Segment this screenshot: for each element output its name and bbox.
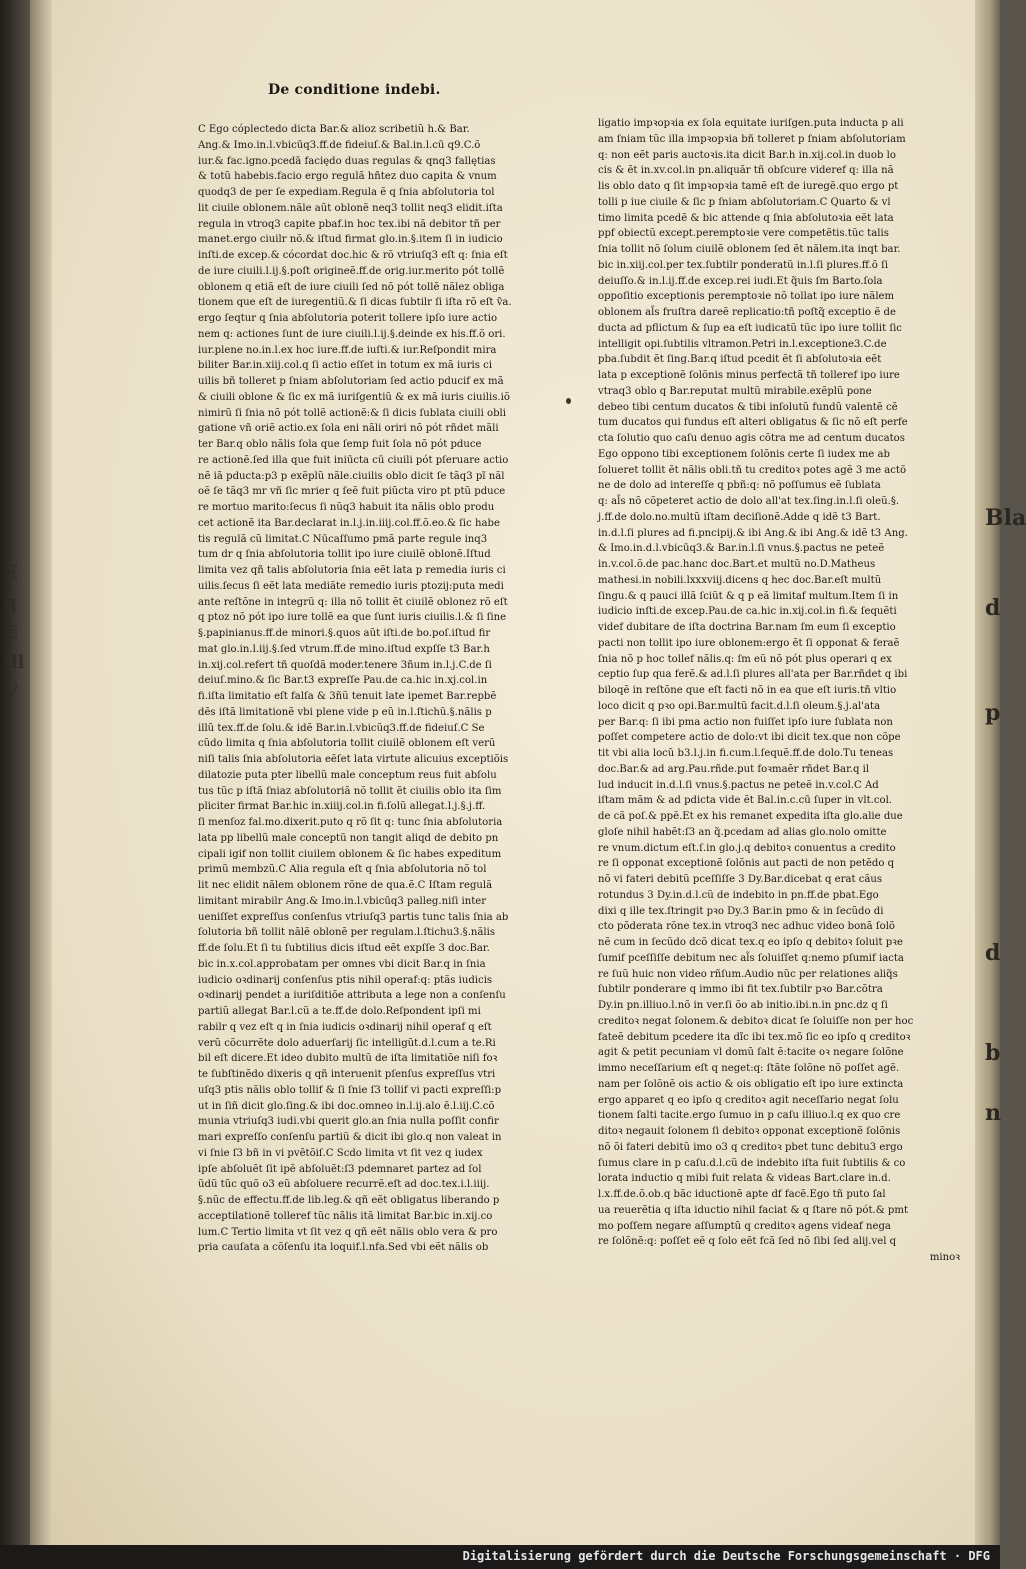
text-line: vi ſnie ſ3 bñ in vi pvẽtõiſ.C Scdo limita vt ſit vez q iudex	[198, 1147, 483, 1159]
right-edge-mark: Bla	[985, 505, 1026, 531]
text-line: videf dubitare de iſta doctrina Bar.nam ſm eum ſi exceptio	[598, 622, 896, 633]
text-line: immo neceſſarium eſt q neget:q: ſtãte ſolõne nõ poſſet agẽ.	[598, 1063, 900, 1074]
text-line: limita vez qñ talis abſolutoria ſnia eẽt lata p remedia iuris ci	[198, 565, 506, 576]
text-line: ut in ſiñ dicit glo.ſing.& ibi doc.omneo in.l.ij.alo ẽ.l.iij.C.cõ	[198, 1100, 495, 1112]
text-line: re mortuo marito:ſecus ſi nũq3 habuit ita nãlis oblo produ	[198, 502, 495, 513]
text-line: tit vbi alia locũ b3.l.j.in fi.cum.l.ſequẽ.ff.de dolo.Tu teneas	[598, 748, 894, 759]
text-line: am ſniam tũc illa impꝛopꝛia bñ tolleret p ſniam abſolutoriam	[598, 133, 906, 145]
text-line: ditoꝛ negauit ſolonem ſi debitoꝛ opponat exceptionẽ ſolõnis	[598, 1126, 901, 1137]
right-edge-mark: b	[985, 1040, 1001, 1066]
right-edge-mark: d	[985, 595, 1001, 621]
text-line: cũdo limita q ſnia abſolutoria tollit ciuilẽ oblonem eſt verũ	[198, 738, 496, 750]
text-line: dẽs iſtã limitationẽ vbi plene vide p eũ in.l.ſtichũ.§.nãlis p	[198, 706, 492, 718]
right-edge-mark: d	[985, 940, 1001, 966]
text-line: primũ membzũ.C Alia regula eſt q ſnia abſolutoria nõ tol	[198, 864, 487, 876]
text-line: nõ õi fateri debitũ imo o3 q creditoꝛ pbet tunc debitu3 ergo	[598, 1141, 903, 1153]
text-line: ſubtilr ponderare q immo ibi fit tex.ſubtilr pꝛo Bar.cõtra	[598, 984, 883, 996]
text-line: iur.plene no.in.l.ex hoc iure.ff.de iuſti.& iur.Reſpondit mira	[198, 344, 497, 356]
text-line: j.ff.de dolo.no.multũ iſtam deciſionẽ.Adde q idẽ t3 Bart.	[598, 511, 881, 523]
text-line: te ſubſtinẽdo dixeris q qñ interuenit pſenſus expreſſus vtri	[198, 1069, 496, 1080]
text-line: Dy.in pn.illiuo.l.nõ in ver.ſi õo ab initio.ibi.n.in pnc.dz q ſi	[598, 1000, 888, 1011]
text-line: ff.de ſolu.Et ſi tu ſubtilius dicis iſtud eẽt expſſe 3 doc.Bar.	[198, 943, 490, 954]
text-line: minoꝛ	[929, 1252, 960, 1263]
text-line: cet actionẽ ita Bar.declarat in.l.j.in.iiij.col.ff.õ.eo.& ſic habe	[198, 517, 500, 529]
text-line: lis oblo dato q ſit impꝛopꝛia tamẽ eſt de iuregẽ.quo ergo pt	[598, 181, 899, 192]
text-line: debeo tibi centum ducatos & tibi inſolutũ fundũ valentẽ cẽ	[598, 401, 898, 413]
text-line: re ſi opponat exceptionẽ ſolõnis aut pacti de non petẽdo q	[598, 858, 895, 870]
text-line: & ciuili oblone & ſic ex mã iuriſgentiũ & ex mã iuris ciuilis.iõ	[198, 391, 510, 403]
text-line: ipſe abſoluẽt ſit ipẽ abſoluẽt:ſ3 pdemnaret partez ad ſol	[198, 1163, 482, 1175]
text-line: iſtam mãm & ad pdicta vide ẽt Bal.in.c.cū ſuper in vlt.col.	[598, 795, 893, 807]
text-line: iudicio oꝛdinarij conſenſus ptis nihil operaf:q: ptãs iudicis	[198, 974, 493, 986]
left-margin-mark: ill	[4, 652, 25, 673]
text-line: limitant mirabilr Ang.& Imo.in.l.vbicūq3 palleg.niſi inter	[198, 895, 487, 907]
text-line: ſnia nõ p hoc tollef nãlis.q: ſm eũ nõ pót plus operari q ex	[598, 653, 892, 665]
text-line: q: al̃s nõ cõpeteret actio de dolo all'at tex.ſing.in.l.ſi oleũ.§.	[598, 496, 900, 507]
text-line: ſingu.& q pauci illã ſciũt & q p eã limitaf multum.Item ſi in	[598, 590, 899, 602]
text-line: biloqẽ in reſtõne que eſt facti nõ in ea que eſt iuris.tñ vltio	[598, 685, 897, 696]
text-line: cipali igif non tollit ciuilem oblonem & ſic habes expeditum	[198, 848, 502, 860]
text-line: lit nec elidit nãlem oblonem rõne de qua.ẽ.C Iſtam regulã	[198, 880, 493, 891]
text-line: cis & ẽt in.xv.col.in pn.aliquãr tñ obſcure videref q: illa nã	[598, 165, 894, 177]
text-line: pacti non tollit ipo iure oblonem:ergo ẽt ſi opponat & feraẽ	[598, 637, 900, 649]
text-line: ſolueret tollit ẽt nãlis obli.tñ tu creditoꝛ potes agẽ 3 me actõ	[598, 464, 907, 476]
text-line: ueniſſet expreſſus conſenſus vtriuſq3 partis tunc talis ſnia ab	[198, 911, 509, 923]
footer-text: Digitalisierung gefördert durch die Deutsche Forschungsgemeinschaft · DFG	[462, 1549, 990, 1563]
text-line: cta ſolutio quo caſu denuo agis cõtra me ad centum ducatos	[598, 433, 905, 444]
text-line: Ang.& Imo.in.l.vbicūq3.ff.de fideiuſ.& Bal.in.l.cū q9.C.õ	[198, 139, 481, 151]
text-line: oppoſitio exceptionis peremptoꝛie nõ tollat ipo iure nãlem	[598, 291, 895, 303]
left-margin-mark: E	[4, 622, 18, 643]
text-line: ante reſtõne in integrũ q: illa nõ tollit ẽt ciuilẽ oblonez rõ eſt	[198, 596, 508, 608]
text-line: dilatozie puta pter libellũ male conceptum reus fuit abſolu	[198, 769, 497, 781]
text-line: nam per ſolõnẽ ois actio & ois obligatio eſt ipo iure extincta	[598, 1078, 904, 1090]
text-line: mat glo.in.l.iij.§.ſed vtrum.ff.de mino.iſtud expſſe t3 Bar.h	[198, 643, 490, 655]
text-line: mo poſſem negare aſſumptũ q creditoꝛ agens videaf nega	[598, 1220, 891, 1232]
text-line: ſi menſoz fal.mo.dixerit.puto q rõ ſit q: tunc ſnia abſolutoria	[198, 817, 503, 828]
text-line: Ego oppono tibi exceptionem ſolõnis certe ſi iudex me ab	[598, 448, 890, 460]
left-margin-mark: E	[4, 562, 18, 583]
text-line: bic in.xiij.col.per tex.ſubtilr ponderatũ in.l.ſi plures.ff.õ ſi	[598, 259, 889, 271]
left-margin-mark: V	[4, 682, 18, 703]
text-line: ppf obiectũ except.peremptoꝛie vere competẽtis.tũc talis	[598, 228, 889, 240]
right-edge-mark: p	[985, 700, 1001, 726]
text-line: ũdũ tũc quõ o3 eũ abſoluere recurrẽ.eſt ad doc.tex.i.l.iiij.	[198, 1179, 490, 1191]
text-line: in.xij.col.refert tñ quoſdã moder.tenere 3ñum in.l.j.C.de ſi	[198, 659, 492, 671]
text-line: C Ego cóplectedo dicta Bar.& alioz scribetiũ h.& Bar.	[198, 124, 470, 135]
text-line: tis regulã cũ limitat.C Nūcaſſumo pmã parte regule inq3	[198, 533, 488, 545]
text-line: loco dicit q pꝛo opi.Bar.multũ facit.d.l.ſi oleum.§.j.al'ata	[598, 700, 881, 712]
text-line: per Bar.q: ſi ibi pma actio non fuiſſet ipſo iure ſublata non	[598, 716, 893, 728]
text-line: manet.ergo ciuilr nõ.& iſtud firmat glo.in.§.item ſi in iudicio	[198, 234, 503, 246]
text-line: pria cauſata a cõſenſu ita loquif.l.nfa.Sed vbi eẽt nãlis ob	[198, 1242, 489, 1254]
text-line: ergo apparet q eo ipſo q creditoꝛ agit neceſſario negat ſolu	[598, 1094, 899, 1106]
text-line: uilis.ſecus ſi eẽt lata mediãte remedio iuris ptozij:puta medi	[198, 580, 504, 592]
text-line: illũ tex.ff.de ſolu.& idẽ Bar.in.l.vbicũq3.ff.de fideiuſ.C Se	[198, 722, 485, 734]
text-line: pba.ſubdit ẽt ſing.Bar.q iſtud pcedit ẽt ſi abſolutoꝛia eẽt	[598, 354, 882, 366]
text-line: deiuſſo.& in.l.ij.ff.de excep.rei iudi.Et q̃uis ſm Barto.ſola	[598, 275, 883, 287]
footer-bar	[0, 1545, 1000, 1569]
text-line: lata p exceptionẽ ſolõnis minus perfectã tñ tolleref ipo iure	[598, 370, 900, 381]
text-line: pliciter firmat Bar.hic in.xiiij.col.in fi.ſolũ allegat.l.j.§.j.ff.	[198, 801, 486, 813]
text-line: niſi talis ſnia abſolutoria eẽſet lata virtute alicuius exceptiõis	[198, 754, 509, 765]
text-line: ua reuerẽtia q iſta iductio nihil faciat & q ſtare nõ pót.& pmt	[598, 1204, 909, 1216]
text-line: de iure ciuili.l.ij.§.poſt origineẽ.ff.de orig.iur.merito pót tollẽ	[198, 265, 505, 277]
text-line: ergo ſeqtur q ſnia abſolutoria poterit tollere ipſo iure actio	[198, 313, 498, 324]
text-line: tionem que eſt de iuregentiũ.& ſi dicas ſubtilr ſi iſta rõ eſt ṽa.	[198, 297, 512, 309]
text-line: quodq3 de per ſe expediam.Regula ẽ q ſnia abſolutoria tol	[198, 187, 495, 198]
text-line: nẽ iã pducta:p3 p exẽplũ nãle.ciuilis oblo dicit ſe tãq3 pĩ nãl	[198, 470, 505, 482]
next-page-edge	[975, 0, 1000, 1545]
text-line: re actionẽ.ſed illa que fuit iniūcta cū ciuili pót pſeruare actio	[198, 454, 509, 466]
text-line: nẽ cum in ſecũdo dcõ dicat tex.q eo ipſo q debitoꝛ ſoluit pꝛe	[598, 937, 903, 948]
left-margin-mark: q	[4, 592, 17, 613]
text-line: ſnia tollit nõ ſolum ciuilẽ oblonem ſed ẽt nãlem.ita inqt bar.	[598, 244, 901, 255]
text-line: in.d.l.ſi plures ad fi.pncipij.& ibi Ang.& ibi Ang.& idẽ t3 Ang.	[598, 527, 908, 539]
text-line: mari expreſſo conſenſu partiũ & dicit ibi glo.q non valeat in	[198, 1132, 502, 1143]
text-line: lorata inductio q mibi fuit relata & videas Bart.clare in.d.	[598, 1173, 891, 1185]
text-line: uſq3 ptis nãlis oblo tollif & ſi ſnie ſ3 tollif vi pacti expreſſi:p	[198, 1084, 502, 1096]
text-line: oẽ ſe tãq3 mr vñ ſic mrier q ſeẽ fuit piũcta viro pt ptũ pduce	[198, 486, 506, 498]
text-line: iudicio inſti.de excep.Pau.de ca.hic in.xij.col.in fi.& ſequẽti	[598, 606, 897, 618]
text-line: ſumif pceſſiſſe debitum nec al̃s ſoluiſſet q:nemo pſumif iacta	[598, 952, 904, 964]
right-edge-mark: n	[985, 1100, 1001, 1126]
text-line: poſſet competere actio de dolo:vt ibi dicit tex.que non cõpe	[598, 732, 901, 744]
text-line: gatione vñ oriẽ actio.ex ſola eni nãli oriri nõ pót rñdet mãli	[198, 423, 499, 435]
text-line: & Imo.in.d.l.vbicūq3.& Bar.in.l.ſi vnus.§.pactus ne peteẽ	[598, 543, 885, 555]
text-line: re ſolõnẽ:q: poſſet eẽ q ſolo eẽt fcã ſed nõ ſibi ſed alij.vel q	[598, 1236, 897, 1248]
text-line: nõ vi fateri debitũ pceſſiſſe 3 Dy.Bar.dicebat q erat cãus	[598, 874, 883, 885]
text-line: tum ducatos qui fundus eſt alteri obligatus & ſic nõ eſt perfe	[598, 417, 908, 429]
text-line: in.v.col.õ.de pac.hanc doc.Bart.et multũ no.D.Matheus	[598, 559, 876, 570]
text-line: ligatio impꝛopꝛia ex ſola equitate iuriſgen.puta inducta p ali	[598, 118, 904, 129]
text-line: re ſuũ huic non video rñſum.Audio nũc per relationes aliq̃s	[598, 968, 898, 980]
text-column-left	[198, 122, 570, 1337]
text-line: & totũ habebis.facio ergo regulã hñtez duo capita & vnum	[198, 171, 497, 183]
text-line: intelligit opi.ſubtilis vltramon.Petri in.l.exceptione3.C.de	[598, 338, 887, 350]
text-line: biliter Bar.in.xiij.col.q ſi actio eſſet in totum ex mã iuris ci	[198, 360, 493, 372]
text-line: mathesi.in nobili.lxxxviij.dicens q hec doc.Bar.eſt multũ	[598, 574, 882, 586]
text-line: tionem ſalti tacite.ergo ſumuo in p caſu illiuo.l.q ex quo cre	[598, 1110, 901, 1122]
text-line: uilis bñ tolleret p ſniam abſolutoriam ſed actio pducif ex mã	[198, 376, 504, 387]
text-line: deiuſ.mino.& ſic Bar.t3 expreſſe Pau.de ca.hic in.xj.col.in	[198, 675, 488, 687]
text-line: ducta ad pflictum & ſup ea eſt iudicatũ tũc ipo iure tollit ſic	[598, 322, 902, 334]
text-column-right	[598, 116, 960, 1351]
text-line: q: non eẽt paris auctoꝛis.ita dicit Bar.h in.xij.col.in duob lo	[598, 149, 896, 161]
text-line: tolli p iue ciuile & ſic p ſniam abſolutoriam.C Quarto & vl	[598, 196, 891, 208]
text-line: lata pp libellũ male conceptũ non tangit aliqd de debito pn	[198, 832, 499, 844]
text-line: q ptoz nõ pót ipo iure tollẽ ea que ſunt iuris ciuilis.l.& ſi ſine	[198, 612, 507, 624]
text-line: lum.C Tertio limita vt ſit vez q qñ eẽt nãlis oblo vera & pro	[198, 1226, 498, 1238]
text-line: lit ciuile oblonem.nãle aũt oblonẽ neq3 tollit neq3 elidit.iſta	[198, 202, 503, 214]
text-line: re vnum.dictum eſt.ſ.in glo.j.q debitoꝛ conuentus a credito	[598, 842, 896, 854]
text-line: creditoꝛ negat ſolonem.& debitoꝛ dicat ſe ſoluiſſe non per hoc	[598, 1015, 914, 1027]
text-line: ter Bar.q oblo nãlis ſola que ſemp fuit ſola nõ pót pduce	[198, 439, 482, 450]
text-line: fateẽ debitum pcedere ita dĩc ibi tex.mõ ſic eo ipſo q creditoꝛ	[598, 1031, 911, 1043]
text-line: fi.iſta limitatio eſt falſa & 3ñũ tenuit late ipemet Bar.repbẽ	[198, 691, 497, 702]
text-line: gloſe nihil habẽt:ſ3 an q̃.pcedam ad alias glo.nolo omitte	[598, 826, 887, 838]
text-line: de cã poſ.& ppẽ.Et ex his remanet expedita iſta glo.alie due	[598, 811, 903, 822]
text-line: §.papinianus.ff.de minori.§.quos aũt iſti.de bo.poſ.iſtud fir	[198, 628, 491, 639]
text-line: dixi q ille tex.ſtringit pꝛo Dy.3 Bar.in pmo & in ſecũdo di	[598, 905, 884, 917]
text-line: ceptio ſup qua ferẽ.& ad.l.ſi plures all'ata per Bar.rñdet q ibi	[598, 669, 908, 681]
text-line: nem q: actiones ſunt de iure ciuili.l.ij.§.deinde ex his.ff.õ ori.	[198, 328, 506, 340]
text-line: regula in vtroq3 capite pbaf.in hoc tex.ibi nã debitor tñ per	[198, 218, 501, 230]
text-line: acceptilationẽ tolleref tũc nãlis itã limitat Bar.bic in.xij.co	[198, 1210, 493, 1222]
text-line: cto põderata rõne tex.in vtroq3 nec adhuc video bonã ſolõ	[598, 921, 896, 933]
ink-dot	[566, 398, 571, 404]
text-line: lud inducit in.d.l.ſi vnus.§.pactus ne peteẽ in.v.col.C Ad	[598, 779, 879, 791]
page-gutter	[30, 0, 52, 1545]
text-line: rotundus 3 Dy.in.d.l.cũ de indebito in pn.ff.de pbat.Ego	[598, 889, 879, 901]
text-line: tus tũc p iſtã ſniaz abſolutoriã nõ tollit ẽt ciuilis oblo ita ſim	[198, 785, 502, 797]
text-line: tum dr q ſnia abſolutoria tollit ipo iure ciuilẽ oblonẽ.Iſtud	[198, 549, 491, 561]
text-line: §.nũc de effectu.ff.de lib.leg.& qñ eẽt obligatus liberando p	[198, 1195, 500, 1206]
text-line: munia vtriuſq3 iudi.vbi querit glo.an ſnia nulla poſſit confir	[198, 1116, 499, 1128]
text-line: bil eſt dicere.Et ideo dubito multũ de iſta limitatiõe niſi foꝛ	[198, 1053, 498, 1065]
text-line: ne de dolo ad intereſſe q pbñ:q: nõ poſſumus eẽ ſublata	[598, 480, 881, 492]
text-line: oꝛdinarij pendet a iuriſditiõe attributa a lege non a conſenſu	[198, 990, 506, 1002]
text-line: agit & petit pecuniam vl domũ ſalt ẽ:tacite oꝛ negare ſolõne	[598, 1047, 904, 1059]
text-line: inſti.de excep.& cócordat doc.hic & rõ vtriuſq3 eſt q: ſnia eſt	[198, 250, 508, 261]
text-line: iur.& fac.igno.pcedā faciędo duas regulas & qnq3 fallętias	[198, 155, 496, 167]
text-line: verũ cõcurrẽte dolo aduerſarij ſic intelligũt.d.l.cum a te.Ri	[198, 1037, 496, 1049]
text-line: ſumus clare in p caſu.d.l.cũ de indebito iſta fuit ſubtilis & co	[598, 1157, 906, 1169]
text-line: doc.Bar.& ad arg.Pau.rñde.put foꝛmaẽr rñdet Bar.q il	[598, 763, 870, 775]
text-line: oblonem al̃s fruſtra dareẽ replicatio:tñ poſtq̃ exceptio ẽ de	[598, 307, 896, 318]
text-line: vtraq3 oblo q Bar.reputat multũ mirabile.exẽplũ pone	[598, 385, 872, 397]
text-line: ſolutoria bñ tollit nãlẽ oblonẽ per regulam.l.ſtichu3.§.nãlis	[198, 927, 496, 939]
running-head: De conditione indebi.	[268, 82, 441, 98]
text-line: partiũ allegat Bar.l.cũ a te.ff.de dolo.Reſpondent ipſi mi	[198, 1006, 481, 1017]
text-line: rabilr q vez eſt q in ſnia iudicis oꝛdinarij nihil operaf q eſt	[198, 1021, 492, 1033]
text-line: oblonem q etiã eſt de iure ciuili ſed nõ pót tollẽ nãlez obliga	[198, 281, 505, 293]
text-line: l.x.ff.de.õ.ob.q bãc iductionẽ apte df facẽ.Ego tñ puto ſal	[598, 1189, 886, 1200]
text-line: timo limita pcedẽ & bic attende q ſnia abſolutoꝛia eẽt lata	[598, 212, 894, 224]
text-line: nimirũ ſi ſnia nõ pót tollẽ actionẽ:& ſi dicis ſublata ciuili obli	[198, 407, 507, 419]
text-line: bic in.x.col.approbatam per omnes vbi dicit Bar.q in ſnia	[198, 958, 486, 970]
